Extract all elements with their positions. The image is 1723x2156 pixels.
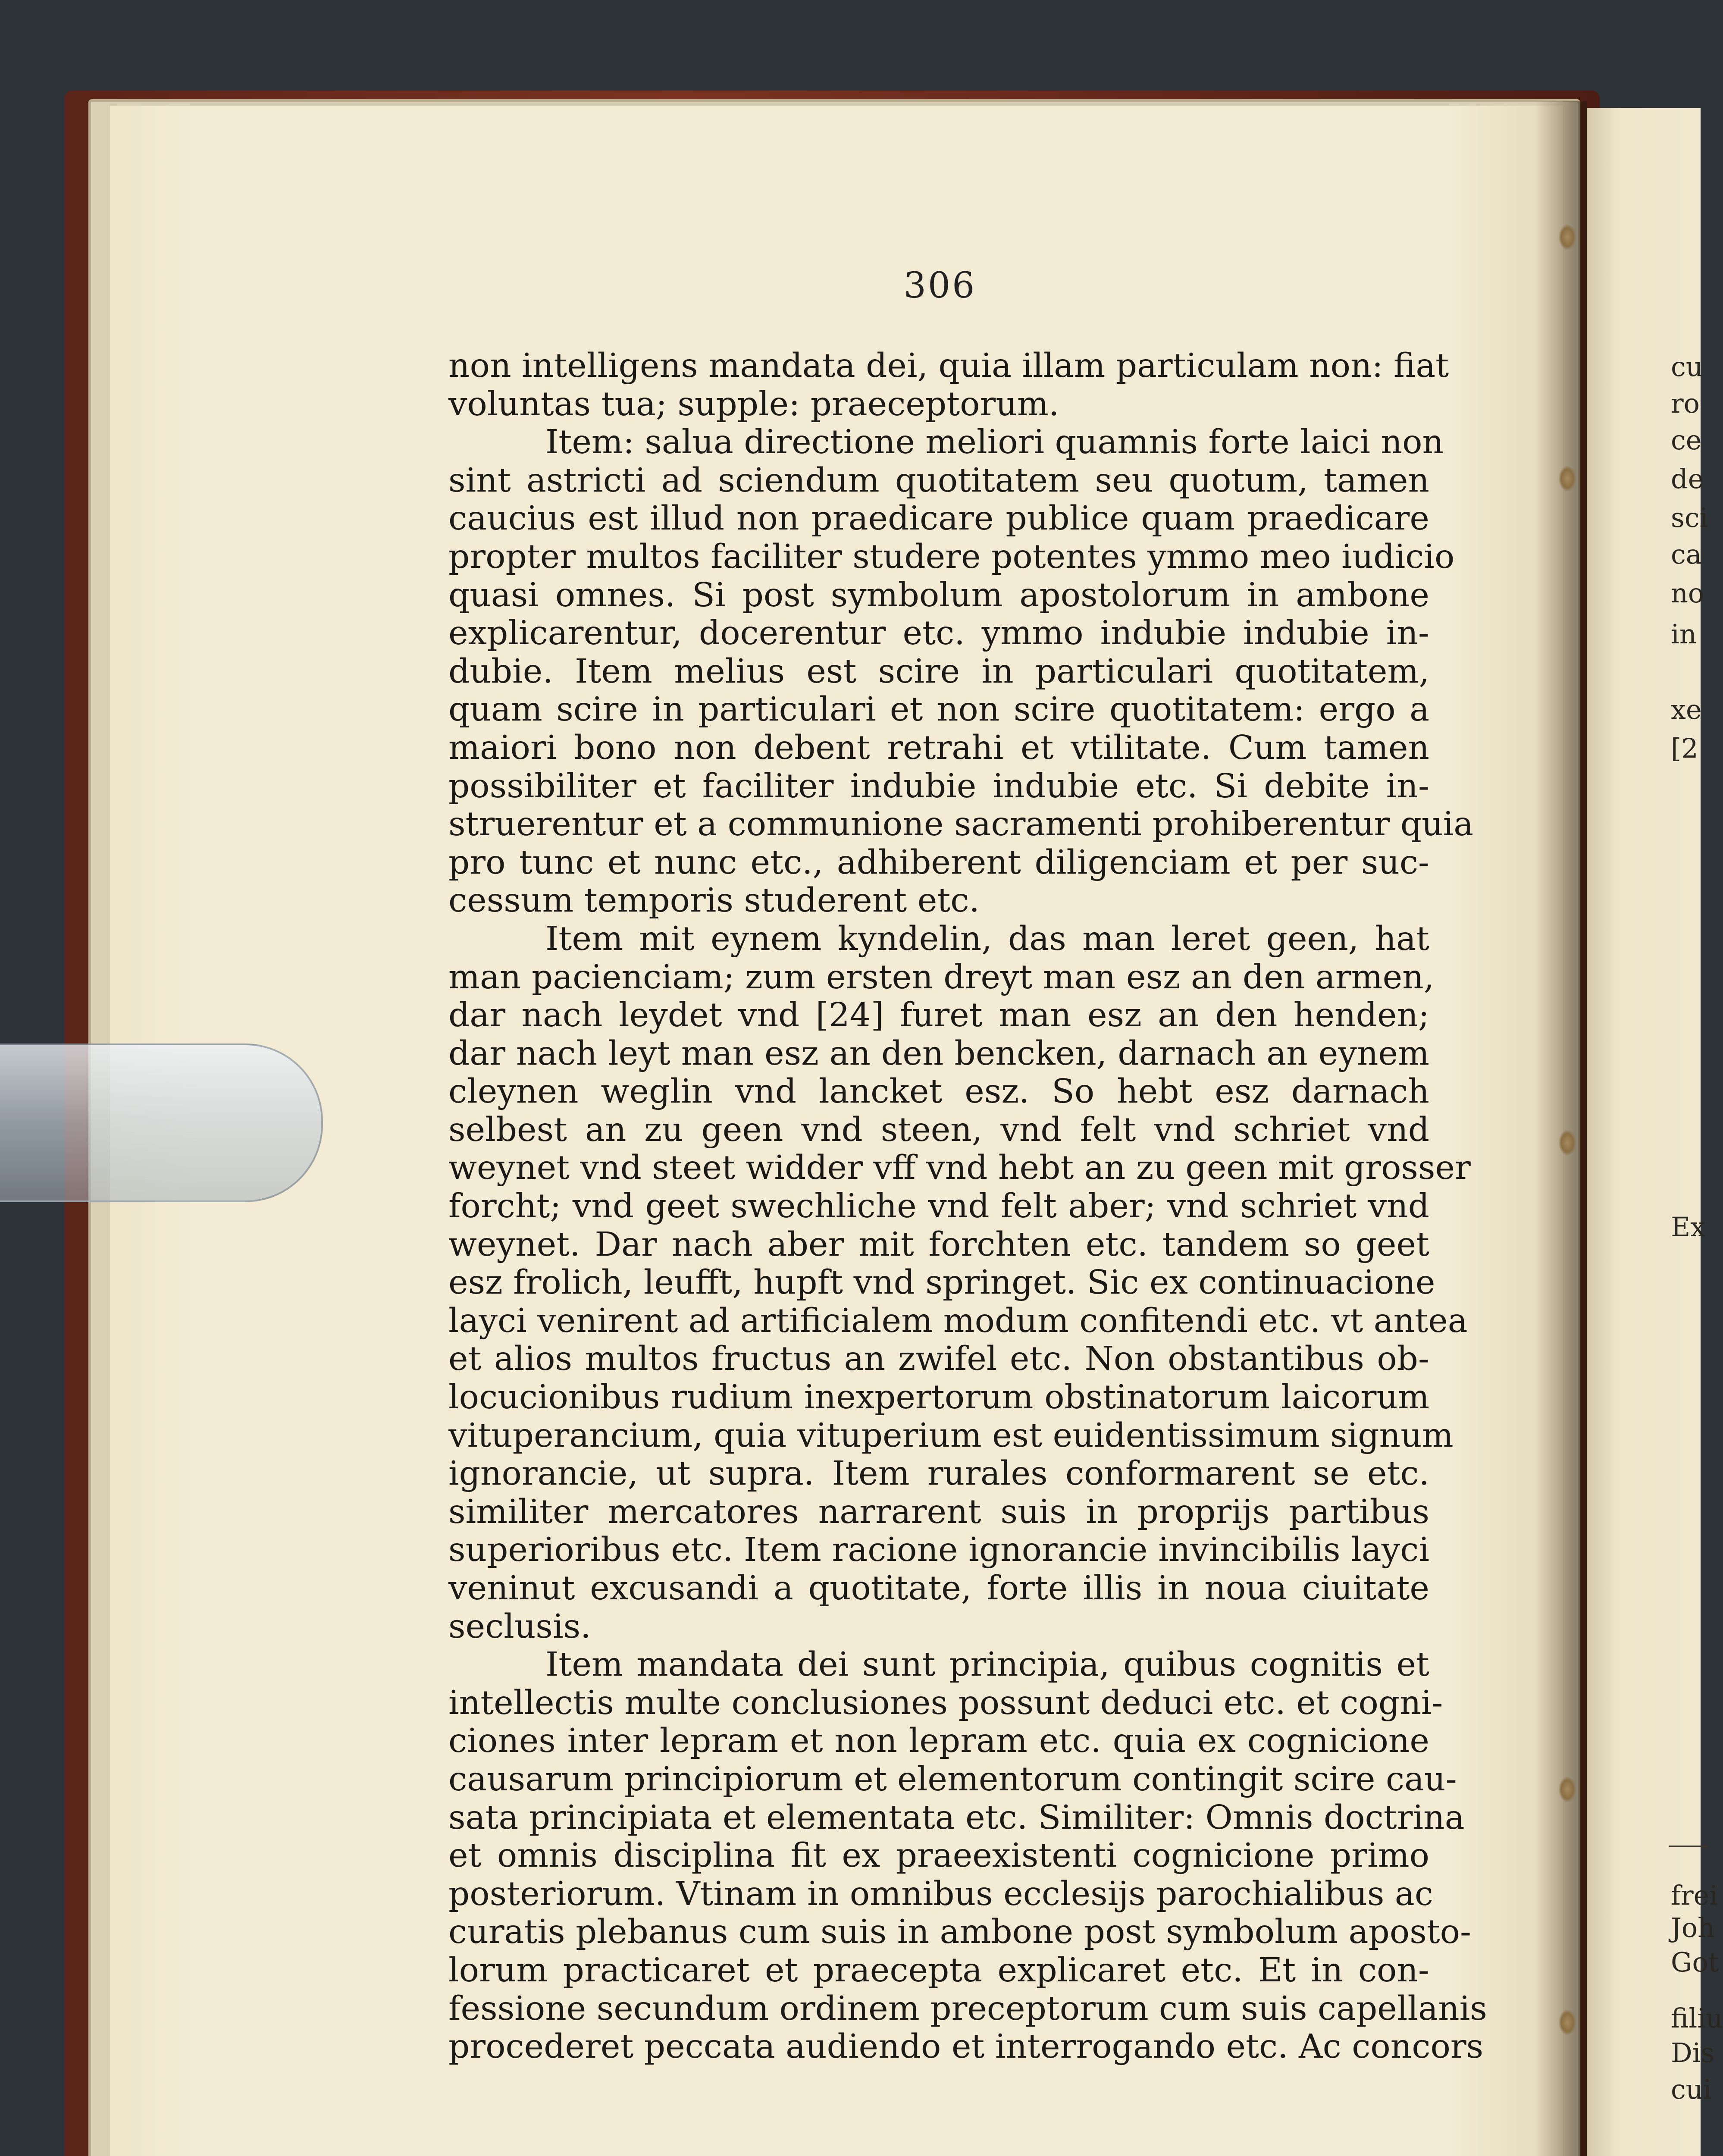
text-line: sint astricti ad sciendum quotitatem seu quotum, tamen (448, 461, 1429, 500)
facing-page-fragment: no (1671, 577, 1704, 609)
binding-thread (1559, 224, 1576, 250)
text-line: veninut excusandi a quotitate, forte illis in noua ciuitate (448, 1569, 1429, 1608)
text-line: curatis plebanus cum suis in ambone post symbolum aposto- (448, 1913, 1472, 1952)
text-line: et omnis disciplina fit ex praeexistenti cognicione primo (448, 1836, 1429, 1875)
text-line: cleynen weglin vnd lancket esz. So hebt esz darnach (448, 1072, 1429, 1111)
facing-page-fragment: frei (1671, 1880, 1718, 1911)
text-line: dar nach leydet vnd [24] furet man esz an den henden; (448, 996, 1429, 1035)
text-line: selbest an zu geen vnd steen, vnd felt vnd schriet vnd (448, 1110, 1429, 1149)
text-line: procederet peccata audiendo et interrogando etc. Ac concors (448, 2028, 1484, 2066)
text-line: weynet. Dar nach aber mit forchten etc. tandem so geet (448, 1225, 1429, 1264)
facing-page-rule (1669, 1846, 1707, 1847)
text-line: layci venirent ad artificialem modum confitendi etc. vt antea (448, 1301, 1468, 1340)
facing-page-fragment: in (1671, 618, 1697, 650)
text-line: causarum principiorum et elementorum contingit scire cau- (448, 1760, 1457, 1799)
facing-page-fragment: de (1671, 463, 1704, 495)
facing-page (1587, 108, 1723, 2156)
facing-page-fragment: ce (1671, 424, 1702, 456)
facing-page-fragment: Ex (1671, 1211, 1706, 1243)
text-line: locucionibus rudium inexpertorum obstinatorum laicorum (448, 1378, 1429, 1417)
gutter-shadow (1535, 101, 1587, 2156)
facing-page-fragment: [2 (1671, 733, 1698, 764)
facing-page-fragment: sci (1671, 502, 1708, 533)
page-number: 306 (903, 265, 977, 306)
text-line: Item mit eynem kyndelin, das man leret geen, hat (545, 919, 1429, 958)
text-line: posteriorum. Vtinam in omnibus ecclesijs parochialibus ac (448, 1874, 1433, 1913)
text-line: esz frolich, leufft, hupft vnd springet. Sic ex continuacione (448, 1263, 1435, 1302)
facing-page-fragment: ca (1671, 539, 1702, 570)
binding-thread (1559, 1777, 1576, 1802)
text-line: struerentur et a communione sacramenti prohiberentur quia (448, 805, 1474, 844)
facing-page-fragment: xe (1671, 694, 1702, 725)
facing-page-fragment: Got (1671, 1946, 1719, 1978)
facing-page-fragment: cu (1671, 351, 1703, 382)
text-line: dubie. Item melius est scire in particulari quotitatem, (448, 652, 1429, 691)
text-line: similiter mercatores narrarent suis in proprijs partibus (448, 1492, 1429, 1531)
text-line: Item mandata dei sunt principia, quibus cognitis et (545, 1645, 1429, 1684)
text-line: seclusis. (448, 1607, 591, 1646)
text-line: pro tunc et nunc etc., adhiberent diligenciam et per suc- (448, 843, 1429, 882)
text-line: non intelligens mandata dei, quia illam particulam non: fiat (448, 347, 1449, 385)
text-line: propter multos faciliter studere potentes ymmo meo iudicio (448, 537, 1455, 576)
text-line: dar nach leyt man esz an den bencken, darnach an eynem (448, 1034, 1429, 1073)
text-line: fessione secundum ordinem preceptorum cum suis capellanis (448, 1989, 1487, 2028)
text-line: lorum practicaret et praecepta explicaret etc. Et in con- (448, 1951, 1429, 1990)
text-line: man pacienciam; zum ersten dreyt man esz an den armen, (448, 958, 1435, 997)
text-line: superioribus etc. Item racione ignorancie invincibilis layci (448, 1531, 1429, 1570)
facing-page-fragment: cui (1671, 2074, 1712, 2105)
text-line: voluntas tua; supple: praeceptorum. (448, 385, 1059, 423)
facing-page-fragment: Joh (1671, 1912, 1715, 1943)
text-line: possibiliter et faciliter indubie indubie etc. Si debite in- (448, 767, 1429, 805)
facing-page-fragment: ro (1671, 388, 1700, 419)
binding-thread (1559, 2009, 1576, 2035)
text-line: caucius est illud non praedicare publice quam praedicare (448, 499, 1429, 538)
page-clip (0, 1044, 323, 1202)
text-line: sata principiata et elementata etc. Similiter: Omnis doctrina (448, 1798, 1465, 1837)
text-line: et alios multos fructus an zwifel etc. Non obstantibus ob- (448, 1340, 1429, 1379)
binding-thread (1559, 1130, 1576, 1156)
text-line: weynet vnd steet widder vff vnd hebt an zu geen mit grosser (448, 1149, 1471, 1188)
facing-page-fragment: Dis (1671, 2037, 1715, 2068)
text-line: quasi omnes. Si post symbolum apostolorum in ambone (448, 576, 1429, 614)
text-line: forcht; vnd geet swechliche vnd felt aber; vnd schriet vnd (448, 1187, 1429, 1226)
text-line: vituperancium, quia vituperium est euidentissimum signum (448, 1416, 1454, 1455)
text-line: quam scire in particulari et non scire quotitatem: ergo a (448, 690, 1429, 729)
text-line: ignorancie, ut supra. Item rurales conformarent se etc. (448, 1454, 1429, 1493)
binding-thread (1559, 466, 1576, 492)
text-line: Item: salua directione meliori quamnis forte laici non (545, 423, 1444, 462)
text-line: explicarentur, docerentur etc. ymmo indubie indubie in- (448, 614, 1429, 653)
text-line: intellectis multe conclusiones possunt deduci etc. et cogni- (448, 1683, 1443, 1722)
text-line: cessum temporis studerent etc. (448, 881, 980, 920)
page-text (448, 347, 1487, 2066)
text-line: maiori bono non debent retrahi et vtilitate. Cum tamen (448, 728, 1429, 767)
text-line: ciones inter lepram et non lepram etc. quia ex cognicione (448, 1722, 1429, 1761)
facing-page-fragment: filiu (1671, 2002, 1723, 2034)
